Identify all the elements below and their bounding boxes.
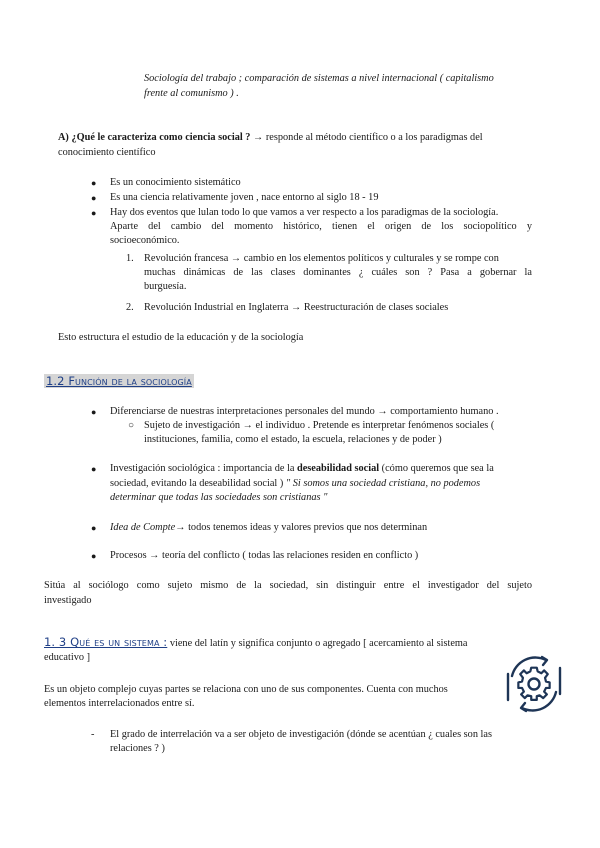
bullet-item: Diferenciarse de nuestras interpretaciones personales del mundo → comportamiento humano . <box>110 406 499 417</box>
bullet-text: (cómo queremos que sea la <box>379 463 494 474</box>
dash-item-l2: relaciones ? ) <box>110 743 165 754</box>
section-1-2-paragraph-l1: Sitúa al sociólogo como sujeto mismo de la sociedad, sin distinguir entre el investigador del sujeto <box>44 580 532 591</box>
bullet-item-l1: Hay dos eventos que lulan todo lo que vamos a ver respecto a los paradigmas de la sociología. <box>110 207 499 218</box>
numbered-item-l1: Revolución francesa → cambio en los elementos políticos y culturales y se rompe con <box>144 253 499 264</box>
bullet-text: → todos tenemos ideas y valores previos que nos determinan <box>175 522 428 533</box>
section-1-3-definition: viene del latín y significa conjunto o agregado [ acercamiento al sistema <box>167 638 468 649</box>
bullet-dot: ● <box>91 464 97 474</box>
bullet-bold-term: deseabilidad social <box>297 463 380 474</box>
section-1-2-paragraph-l2: investigado <box>44 595 92 606</box>
section-a-title-line2: conocimiento científico <box>58 147 156 158</box>
section-a-closing: Esto estructura el estudio de la educación y de la sociología <box>58 332 304 343</box>
bullet-italic-term: Idea de Compte <box>110 522 176 533</box>
bullet-item-l3: socioeconómico. <box>110 235 180 246</box>
bullet-text: Investigación sociológica : importancia de la <box>110 463 297 474</box>
bullet-item-l1 <box>110 462 494 476</box>
bullet-item <box>110 521 427 535</box>
section-a-title <box>58 131 483 145</box>
gear-cycle-icon <box>502 654 566 714</box>
section-a-question: A) ¿Qué le caracteriza como ciencia social ? <box>58 132 251 143</box>
section-1-3-heading: 1. 3 Qué es un sistema : <box>44 635 168 649</box>
sub-bullet-l2: instituciones, familia, como el estado, la escuela, relaciones y de poder ) <box>144 434 442 445</box>
sub-bullet-l1: Sujeto de investigación → el individuo . Pretende es interpretar fenómenos sociales ( <box>144 420 495 431</box>
bullet-dot: ● <box>91 208 97 218</box>
bullet-item-l2 <box>110 477 480 491</box>
bullet-item: Es un conocimiento sistemático <box>110 177 241 188</box>
bullet-dot: ● <box>91 551 97 561</box>
sub-bullet-circle: ○ <box>128 420 135 431</box>
bullet-dot: ● <box>91 178 97 188</box>
section-1-2-heading <box>44 374 194 389</box>
bullet-item: Procesos → teoría del conflicto ( todas las relaciones residen en conflicto ) <box>110 550 419 561</box>
section-1-2-heading-text: 1.2 Función de la sociología <box>46 374 192 388</box>
numbered-marker: 2. <box>126 302 134 313</box>
bullet-text: sociedad, evitando la deseabilidad social ) <box>110 478 286 489</box>
bullet-item: Es una ciencia relativamente joven , nace entorno al siglo 18 - 19 <box>110 192 379 203</box>
intro-line-2: frente al comunismo ) . <box>144 88 239 99</box>
numbered-item-l1: Revolución Industrial en Inglaterra → Reestructuración de clases sociales <box>144 302 449 313</box>
numbered-item-l2: muchas dinámicas de las clases dominantes ¿ cuáles son ? Pasa a gobernar la <box>144 267 532 278</box>
bullet-dot: ● <box>91 523 97 533</box>
bullet-item-l2: Aparte del cambio del momento histórico, tienen el origen de los sociopolítico y <box>110 221 532 232</box>
section-1-3-title-l2: educativo ] <box>44 652 91 663</box>
numbered-item-l3: burguesía. <box>144 281 187 292</box>
numbered-marker: 1. <box>126 253 134 264</box>
bullet-dot: ● <box>91 407 97 417</box>
bullet-quote: " Si somos una sociedad cristiana, no podemos <box>285 478 481 489</box>
bullet-dot: ● <box>91 193 97 203</box>
dash-item-l1: El grado de interrelación va a ser objeto de investigación (dónde se acentúan ¿ cuales son las <box>110 729 492 740</box>
section-1-3-paragraph-l2: elementos interrelacionados entre sí. <box>44 698 195 709</box>
dash-marker: - <box>91 729 95 740</box>
section-1-3-title <box>44 635 467 651</box>
intro-line-1: Sociología del trabajo ; comparación de sistemas a nivel internacional ( capitalismo <box>144 73 494 84</box>
bullet-item-l3: determinar que todas las sociedades son cristianas " <box>110 492 328 503</box>
section-a-answer: → responde al método científico o a los paradigmas del <box>250 132 483 143</box>
section-1-3-paragraph-l1: Es un objeto complejo cuyas partes se relaciona con uno de sus componentes. Cuenta con muchos <box>44 684 448 695</box>
